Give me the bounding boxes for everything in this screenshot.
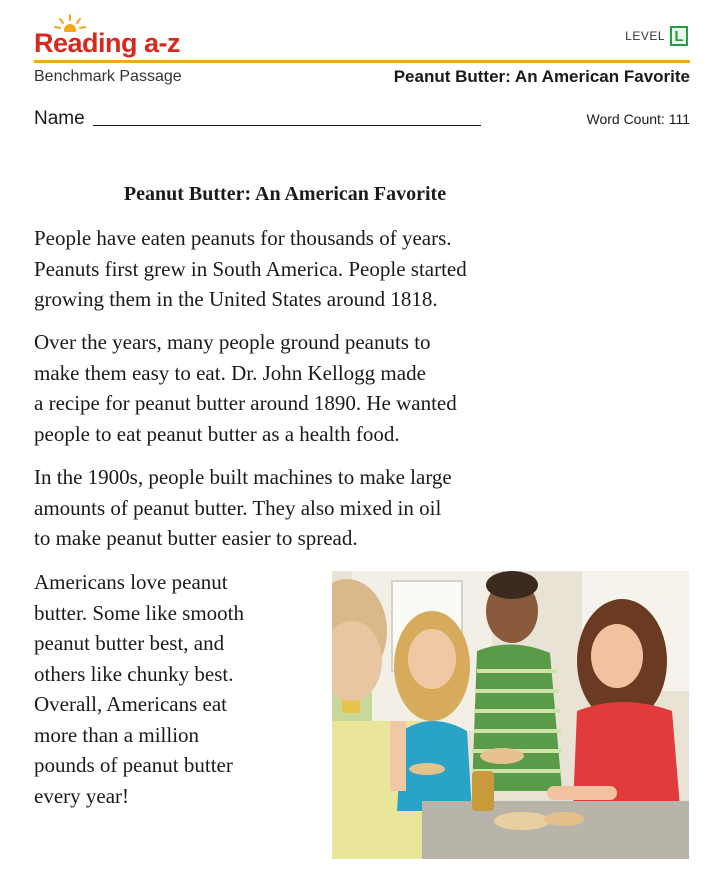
- passage-title: Peanut Butter: An American Favorite: [123, 183, 447, 205]
- paragraph-line: Americans love peanut: [34, 570, 228, 594]
- level-badge: L: [670, 26, 688, 46]
- paragraph-line: amounts of peanut butter. They also mixed in oil: [34, 495, 442, 520]
- header-title: Peanut Butter: An American Favorite: [393, 67, 690, 86]
- paragraph-line: Peanuts first grew in South America. People started: [34, 256, 467, 281]
- paragraph-line: growing them in the United States around 1818.: [34, 287, 438, 311]
- paragraph-line: others like chunky best.: [34, 661, 234, 686]
- paragraph-3: [34, 462, 452, 554]
- paragraph-line: more than a million: [34, 722, 200, 747]
- paragraph-line: People have eaten peanuts for thousands of years.: [34, 226, 452, 250]
- reading-az-logo: [34, 14, 181, 60]
- name-blank-line: [93, 125, 481, 126]
- level-indicator: [625, 26, 688, 46]
- name-field: [34, 108, 481, 130]
- paragraph-line: pounds of peanut butter: [34, 753, 233, 777]
- paragraph-2: [34, 327, 457, 449]
- paragraph-line: butter. Some like smooth: [34, 600, 244, 625]
- paragraph-1: [34, 223, 467, 315]
- paragraph-line: Over the years, many people ground peanuts to: [34, 330, 431, 354]
- paragraph-line: peanut butter best, and: [34, 631, 225, 655]
- paragraph-line: to make peanut butter easier to spread.: [34, 526, 358, 550]
- paragraph-line: Overall, Americans eat: [34, 692, 227, 716]
- paragraph-line: people to eat peanut butter as a health food.: [34, 421, 400, 446]
- teens-sandwich-photo: [332, 571, 689, 859]
- name-label: Name: [34, 108, 85, 129]
- level-label: LEVEL: [625, 29, 665, 43]
- paragraph-line: every year!: [34, 783, 130, 808]
- paragraph-line: In the 1900s, people built machines to make large: [34, 465, 452, 489]
- word-count: Word Count: 111: [586, 111, 690, 127]
- header-divider: [34, 60, 690, 63]
- paragraph-line: a recipe for peanut butter around 1890. He wanted: [34, 391, 457, 415]
- passage-type: Benchmark Passage: [34, 68, 182, 85]
- logo-text: Reading a-z: [34, 28, 181, 58]
- paragraph-line: make them easy to eat. Dr. John Kellogg made: [34, 360, 426, 385]
- paragraph-4: [34, 567, 244, 811]
